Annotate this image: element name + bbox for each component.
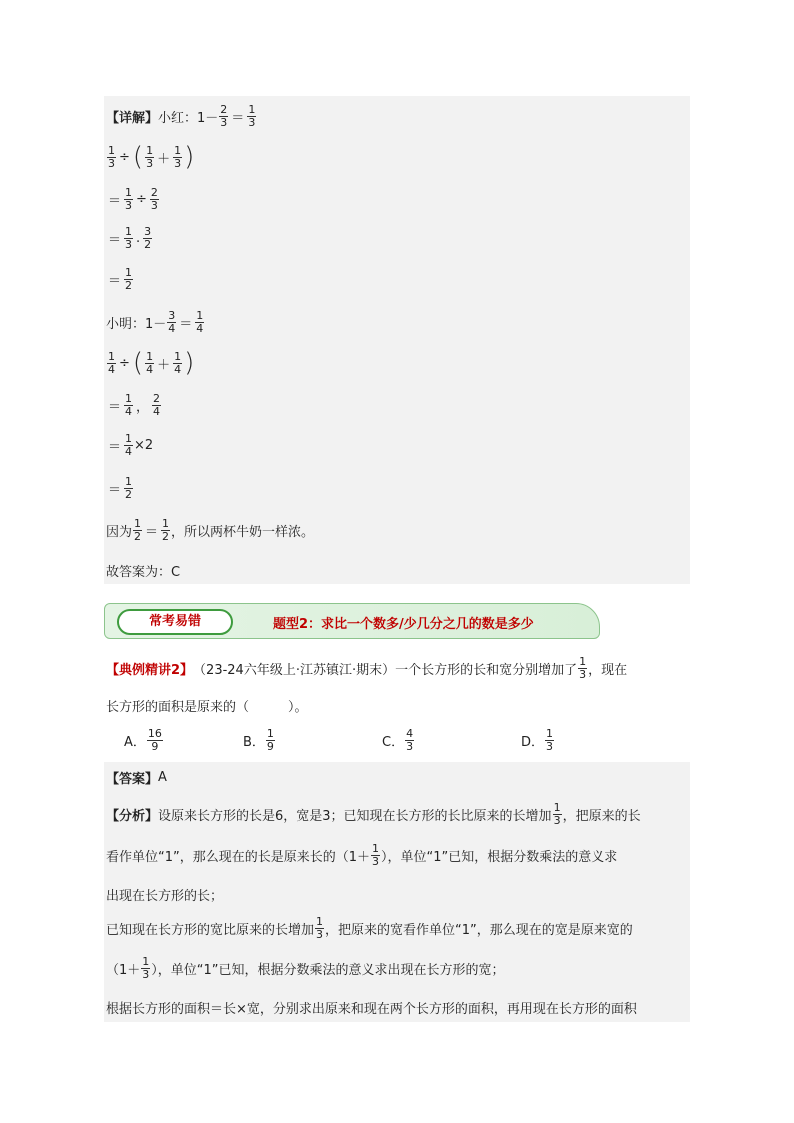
calc-line: ＝ $\frac{1}{4}$ ， $\frac{2}{4}$ [108,392,161,418]
fraction: $\frac{1}{4}$ [146,349,154,376]
section-banner [104,603,600,639]
calc-line: ＝ $\frac{1}{3}$ ÷ $\frac{2}{3}$ [108,186,158,212]
analysis-line-5: （1＋ $\frac{1}{3}$ ），单位“1”已知，根据分数乘法的意义求出现在长方形的宽； [106,955,505,981]
analysis-line-3: 出现在长方形的长； [106,889,224,904]
fraction: $\frac{1}{3}$ [174,143,182,170]
fraction: $\frac{2}{3}$ [220,103,228,129]
fraction: $\frac{16}{9}$ [147,727,162,753]
fraction: $\frac{3}{4}$ [168,309,176,335]
option-b[interactable]: B． $\frac{1}{9}$ [243,727,274,753]
fraction: $\frac{4}{3}$ [406,727,414,753]
fraction: $\frac{1}{3}$ [142,955,150,981]
calc-line: ＝ $\frac{1}{2}$ [108,266,133,292]
xiaohong-text: 小红：1－ [158,111,219,126]
calc-line: $\frac{1}{3}$ ÷ ( $\frac{1}{3}$ ＋ $\frac{1}{3}$ ) [108,142,195,172]
analysis-line-2: 看作单位“1”，那么现在的长是原来长的（1＋ $\frac{1}{3}$ ），单位“1”已知，根据分数乘法的意义求 [106,842,618,868]
calc-line: ＝ $\frac{1}{4}$ ×2 [108,432,154,458]
xiaoming-line: 小明：1－ $\frac{3}{4}$ ＝ $\frac{1}{4}$ [106,309,204,335]
final-answer-line: 故答案为：C [106,565,181,580]
fraction: $\frac{1}{3}$ [372,842,380,868]
analysis-line-6: 根据长方形的面积＝长×宽，分别求出原来和现在两个长方形的面积，再用现在长方形的面积 [106,1002,637,1017]
fraction: $\frac{1}{2}$ [125,475,133,501]
answer-line [106,768,167,787]
fraction: $\frac{1}{3}$ [248,103,256,129]
question-line-1: 【典例精讲2】 （23-24六年级上·江苏镇江·期末）一个长方形的长和宽分别增加了 $\frac{1}{3}$ ，现在 [106,655,628,681]
option-a[interactable]: A． $\frac{16}{9}$ [124,727,162,753]
fraction: $\frac{1}{2}$ [134,517,142,543]
fraction: $\frac{1}{2}$ [162,517,170,543]
fraction: $\frac{1}{3}$ [316,915,324,941]
answer-value: A [158,770,167,785]
fraction: $\frac{1}{4}$ [125,392,133,418]
fraction: $\frac{1}{3}$ [579,655,587,681]
analysis-label: 【分析】 [106,809,159,824]
question-label: 【典例精讲2】 [106,663,194,678]
fraction: $\frac{1}{3}$ [553,801,561,827]
fraction: $\frac{2}{3}$ [150,186,158,212]
fraction: $\frac{1}{4}$ [108,349,115,376]
fraction: $\frac{1}{4}$ [125,432,133,458]
option-c[interactable]: C． $\frac{4}{3}$ [382,727,414,753]
banner-pill: 常考易错 [117,609,233,635]
fraction: $\frac{1}{3}$ [546,727,554,753]
banner-title: 题型2：求比一个数多/少几分之几的数是多少 [273,617,534,632]
analysis-line-4: 已知现在长方形的宽比原来的长增加 $\frac{1}{3}$ ，把原来的宽看作单位“1”，那么现在的宽是原来宽的 [106,915,633,941]
fraction: $\frac{3}{2}$ [144,225,152,251]
question-line-2: 长方形的面积是原来的（ ）。 [106,700,308,715]
conclusion-line: 因为 $\frac{1}{2}$ ＝ $\frac{1}{2}$ ，所以两杯牛奶一样浓。 [106,517,315,543]
analysis-line-1: 【分析】 设原来长方形的长是6，宽是3；已知现在长方形的长比原来的长增加 $\frac{1}{3}$ ，把原来的长 [106,801,641,827]
calc-line: ＝ $\frac{1}{3}$ . $\frac{3}{2}$ [108,225,152,251]
fraction: $\frac{1}{3}$ [108,143,115,170]
explanation-label: 【详解】 [106,111,159,126]
fraction: $\frac{1}{9}$ [266,727,274,753]
calc-line: ＝ $\frac{1}{2}$ [108,475,133,501]
option-d[interactable]: D． $\frac{1}{3}$ [521,727,554,753]
xiaoming-text: 小明：1－ [106,317,167,332]
fraction: $\frac{1}{3}$ [125,225,133,251]
fraction: $\frac{1}{3}$ [146,143,154,170]
calc-line: $\frac{1}{4}$ ÷ ( $\frac{1}{4}$ ＋ $\frac{1}{4}$ ) [108,348,195,378]
answer-label: 【答案】 [106,772,159,787]
fraction: $\frac{1}{4}$ [174,349,182,376]
fraction: $\frac{1}{4}$ [196,309,204,335]
fraction: $\frac{1}{2}$ [125,266,133,292]
xiaohong-line: 【详解】 小红：1－ $\frac{2}{3}$ ＝ $\frac{1}{3}$ [106,103,256,129]
fraction: $\frac{2}{4}$ [153,392,161,418]
fraction: $\frac{1}{3}$ [125,186,133,212]
